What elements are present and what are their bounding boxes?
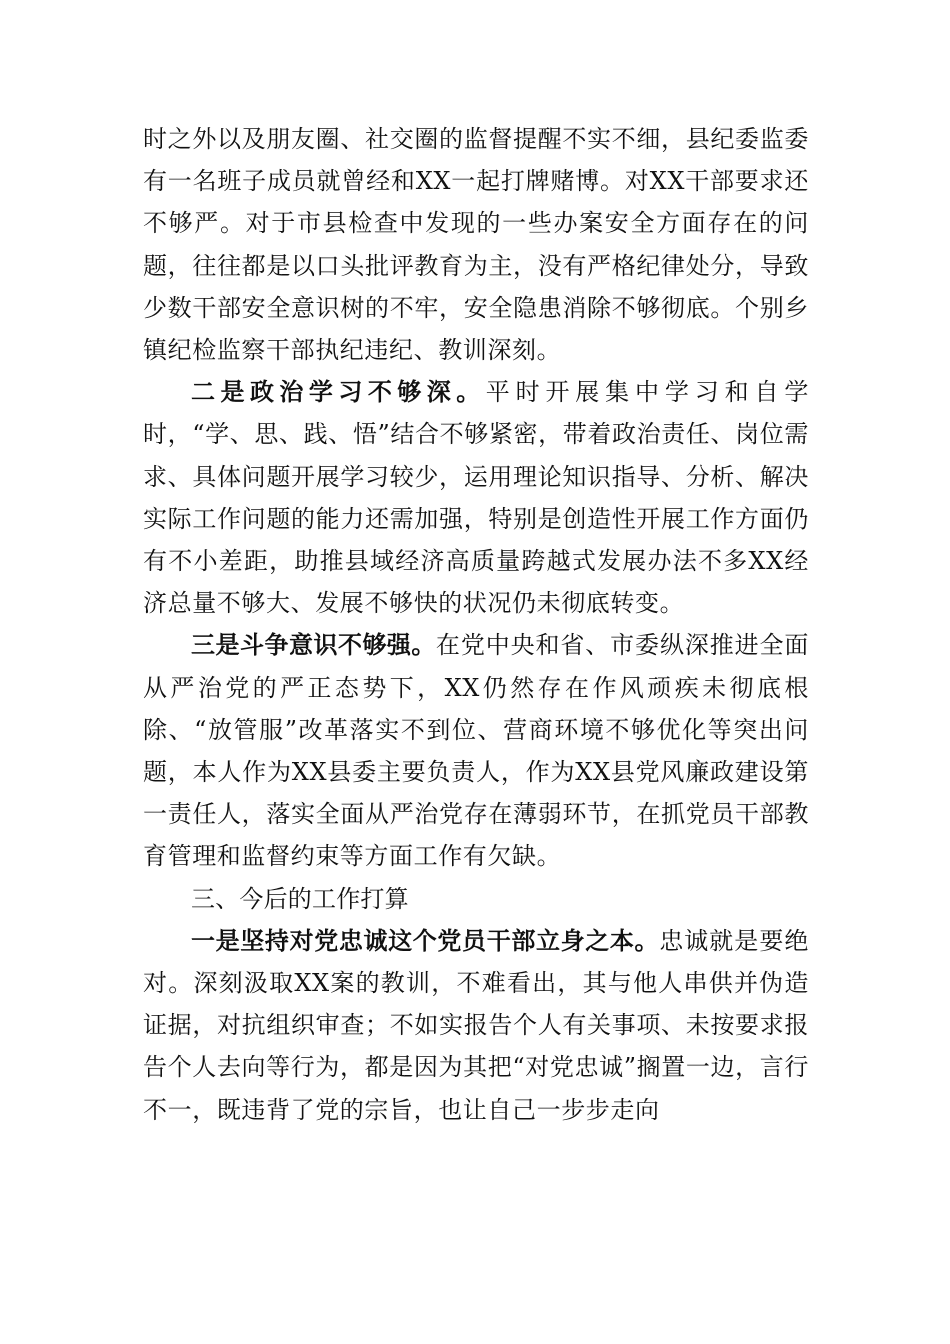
paragraph-struggle-awareness (143, 624, 809, 877)
paragraph-lead: 三是斗争意识不够强。 (191, 631, 436, 660)
paragraph-political-study (143, 371, 809, 624)
paragraph-lead: 二是政治学习不够深。 (191, 378, 486, 407)
paragraph-text: 时之外以及朋友圈、社交圈的监督提醒不实不细，县纪委监委有一名班子成员就曾经和XX一起打牌赌博。对XX干部要求还不够严。对于市县检查中发现的一些办案安全方面存在的问题，往往都是以口头批评教育为主，没有严格纪律处分，导致少数干部安全意识树的不牢，安全隐患消除不够彻底。个别乡镇纪检监察干部执纪违纪、教训深刻。 (143, 125, 809, 365)
paragraph-text: 平时开展集中学习和自学时，“学、思、践、悟”结合不够紧密，带着政治责任、岗位需求、具体问题开展学习较少，运用理论知识指导、分析、解决实际工作问题的能力还需加强，特别是创造性开展工作方面仍有不小差距，助推县域经济高质量跨越式发展办法不多XX经济总量不够大、发展不够快的状况仍未彻底转变。 (143, 378, 809, 618)
paragraph-loyalty (143, 920, 809, 1131)
paragraph-lead: 一是坚持对党忠诚这个党员干部立身之本。 (191, 926, 660, 955)
paragraph-continuation (143, 118, 809, 371)
paragraph-text: 在党中央和省、市委纵深推进全面从严治党的严正态势下，XX仍然存在作风顽疾未彻底根除、“放管服”改革落实不到位、营商环境不够优化等突出问题，本人作为XX县委主要负责人，作为XX县党风廉政建设第一责任人，落实全面从严治党存在薄弱环节，在抓党员干部教育管理和监督约束等方面工作有欠缺。 (143, 631, 810, 871)
paragraph-text: 忠诚就是要绝对。深刻汲取XX案的教训，不难看出，其与他人串供并伪造证据，对抗组织审查；不如实报告个人有关事项、未按要求报告个人去向等行为，都是因为其把“对党忠诚”搁置一边，言行不一，既违背了党的宗旨，也让自己一步步走向 (143, 926, 809, 1124)
document-body (143, 118, 809, 1131)
section-heading: 三、今后的工作打算 (191, 884, 409, 913)
